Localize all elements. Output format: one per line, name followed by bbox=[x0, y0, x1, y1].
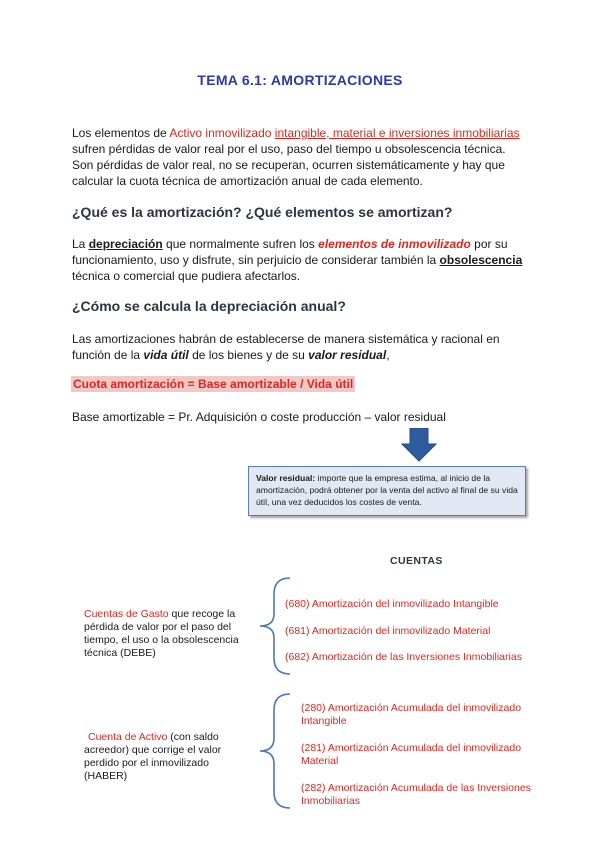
gasto-text: que recoge la pérdida de valor por el paso del tiempo, el uso o la obsolescencia técnica (DEBE) bbox=[84, 608, 239, 659]
account-682: (682) Amortización de las Inversiones Inmobiliarias bbox=[285, 651, 522, 663]
dep-line-1 bbox=[72, 236, 542, 252]
gasto-term: Cuentas de Gasto bbox=[84, 608, 169, 620]
intro-line-1 bbox=[72, 125, 542, 141]
intangible-material-term: intangible, material e inversiones inmobiliarias bbox=[274, 126, 520, 140]
cuota-formula-text: Cuota amortización = Base amortizable / Vida útil bbox=[73, 377, 354, 391]
note-text: importe que la empresa estima, al inicio de la amortización, podrá obtener por la venta del activo al final de su vida útil, una vez deducidos los costes de venta. bbox=[256, 473, 518, 507]
cuentas-heading: CUENTAS bbox=[390, 555, 443, 567]
dep-line-2 bbox=[72, 252, 542, 268]
valor-residual-term: valor residual bbox=[308, 348, 387, 362]
intro-text: Los elementos de bbox=[72, 126, 170, 140]
account-281: (281) Amortización Acumulada del inmovilizado Material bbox=[301, 742, 522, 767]
vida-util-term: vida útil bbox=[143, 348, 189, 362]
calc-text: de los bienes y de su bbox=[188, 348, 309, 362]
activo-inmovilizado-term: Activo inmovilizado bbox=[169, 126, 272, 140]
account-680: (680) Amortización del inmovilizado Intangible bbox=[285, 598, 499, 610]
dep-line-3: técnica o comercial que pudiera afectarlos. bbox=[72, 269, 301, 283]
activo-description bbox=[84, 731, 234, 783]
down-arrow-icon bbox=[401, 428, 437, 462]
elementos-inmovilizado-term: elementos de inmovilizado bbox=[318, 237, 471, 251]
cuota-formula bbox=[71, 376, 355, 392]
question-2-heading: ¿Cómo se calcula la depreciación anual? bbox=[72, 298, 346, 314]
calc-line-1: Las amortizaciones habrán de establecerse de manera sistemática y racional en bbox=[72, 332, 500, 346]
depreciation-paragraph bbox=[72, 236, 542, 284]
account-681: (681) Amortización del inmovilizado Material bbox=[285, 625, 491, 637]
intro-line-3: Son pérdidas de valor real, no se recuperan, ocurren sistemáticamente y hay que bbox=[72, 158, 505, 172]
calc-text: función de la bbox=[72, 348, 144, 362]
dep-text: por su bbox=[470, 237, 508, 251]
page-title: TEMA 6.1: AMORTIZACIONES bbox=[197, 72, 403, 88]
brace-activo-icon bbox=[254, 692, 294, 810]
obsolescencia-term: obsolescencia bbox=[439, 253, 523, 267]
account-280: (280) Amortización Acumulada del inmovilizado Intangible bbox=[301, 702, 522, 727]
base-formula: Base amortizable = Pr. Adquisición o coste producción – valor residual bbox=[72, 410, 446, 424]
valor-residual-note bbox=[248, 466, 526, 516]
note-label: Valor residual: bbox=[256, 473, 316, 483]
dep-text: que normalmente sufren los bbox=[162, 237, 319, 251]
activo-text: (con saldo acreedor) que corrige el valor perdido por el inmovilizado (HABER) bbox=[84, 731, 222, 782]
calc-line-2 bbox=[72, 347, 542, 363]
calc-text: , bbox=[386, 348, 390, 362]
intro-paragraph bbox=[72, 125, 542, 189]
dep-text: funcionamiento, uso y disfrute, sin perjuicio de considerar también la bbox=[72, 253, 440, 267]
depreciacion-term: depreciación bbox=[88, 237, 163, 251]
gasto-description bbox=[84, 608, 254, 660]
calc-paragraph bbox=[72, 331, 542, 363]
question-1-heading: ¿Qué es la amortización? ¿Qué elementos se amortizan? bbox=[72, 204, 453, 220]
intro-line-4: calcular la cuota técnica de amortización anual de cada elemento. bbox=[72, 174, 423, 188]
intro-line-2: sufren pérdidas de valor real por el uso, paso del tiempo u obsolescencia técnica. bbox=[72, 142, 506, 156]
dep-text: La bbox=[72, 237, 89, 251]
account-282: (282) Amortización Acumulada de las Inversiones Inmobiliarias bbox=[301, 782, 531, 807]
activo-term: Cuenta de Activo bbox=[88, 731, 168, 743]
